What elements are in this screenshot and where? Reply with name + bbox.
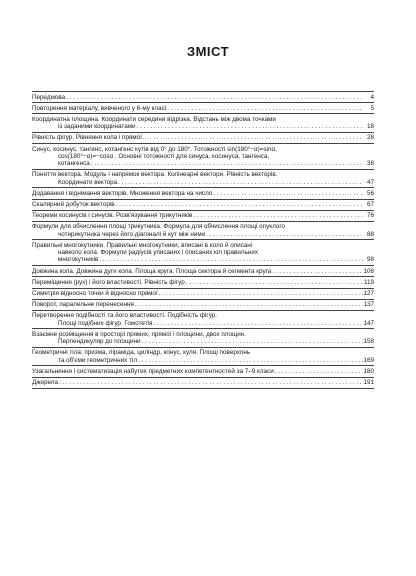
toc-page-number: 119 [363,278,374,286]
toc-entry-line [32,368,364,375]
toc-page-number: 67 [366,201,374,208]
toc-entry [32,240,374,266]
toc-leader-dots [91,160,363,167]
toc-entry-line [32,171,364,178]
toc-entry-line [32,105,364,112]
toc-entry-text: котангенса [58,160,90,168]
toc-page-number: 38 [366,160,374,168]
toc-entry-text: Рівність фігур. Рівняння кола і прямої [32,134,142,142]
toc-entry-text: Правильні многокутники. Правильні многокутники, вписані в коло й описані [32,241,253,249]
toc-entry [32,133,374,144]
toc-leader-dots [118,179,363,186]
toc-entry-text: навколо кола. Формули радіусів уписаних і описаних кіл правильних [58,249,259,257]
toc-entry-line [32,312,364,319]
toc-entry-text: Додавання і віднімання векторів. Множення вектора на число [32,189,213,197]
toc-entry-text: Переміщення (рух) і його властивості. Рівність фігур [32,278,185,286]
toc-entry-text: чотирикутника через його діагоналі й кут між ними [58,230,206,238]
toc-entry [32,200,374,211]
toc-page-number: 18 [366,123,374,131]
toc-leader-dots [153,320,363,327]
toc-page-number: 88 [366,230,374,238]
toc-entry-text: cos(180°−α)=−cosα . Основні тотожності для синуса, косинуса, тангенса, [58,152,270,160]
toc-page-number: 5 [370,104,374,112]
toc-entry-text: Довжина кола. Довжина дуги кола. Площа круга. Площа сектора й сегмента круга [32,267,272,275]
toc-entry-line [32,231,364,238]
toc-entry-text: Поворот, паралельне перенесення [32,301,134,309]
toc-entry-text: многокутників [58,256,99,264]
toc-leader-dots [135,301,363,308]
toc-entry-text: Скалярний добуток векторів [32,201,115,208]
toc-entry [32,277,374,288]
toc-entry-text: Синус, косинус, тангенс, котангенс кутів від 0° до 180°. Тотожності sin(180°−α)=sinα, [32,145,277,153]
toc-leader-dots [143,134,363,141]
toc-page-number: 47 [366,178,374,186]
toc-entry-line [32,201,364,208]
toc-entry [32,289,374,300]
toc-leader-dots [138,357,363,364]
toc-entry [32,170,374,188]
toc-entry [32,300,374,311]
toc-entry [32,144,374,170]
toc-entry-line [32,320,364,327]
toc-leader-dots [116,201,363,208]
toc-leader-dots [99,256,363,263]
toc-leader-dots [206,231,363,238]
toc-entry-line [32,357,364,364]
toc-entry-text: Взаємне розміщення в просторі прямих, прямої і площини, двох площин. [32,330,246,338]
toc-entry-text: Геометричні тіла: призма, піраміда, циліндр, конус, куля. Площі поверхонь [32,349,251,357]
toc-entry [32,311,374,329]
toc-leader-dots [167,105,363,112]
toc-page-number: 191 [363,379,374,387]
toc-entry-line [32,331,364,338]
toc-entry-line [32,279,364,286]
toc-entry [32,188,374,199]
toc-entry-text: та об'єми геометричних тіл [58,356,138,364]
toc-entry-line [32,301,364,308]
toc-entry-line [32,153,364,160]
toc-entry-text: Координати вектора [58,178,118,186]
toc-entry-text: Формули для обчислення площі трикутника. Формула для обчислення площі опуклого [32,223,285,231]
toc-entry-line [32,94,364,101]
toc-entry [32,114,374,132]
toc-entry [32,211,374,222]
toc-entry-text: Узагальнення і систематизація набутих предметних компетентностей за 7–9 класи [32,367,274,375]
toc-entry [32,378,374,389]
toc-leader-dots [186,279,363,286]
toc-leader-dots [142,338,363,345]
toc-page-number: 127 [363,290,374,298]
toc-leader-dots [159,290,363,297]
toc-leader-dots [66,94,363,101]
toc-leader-dots [272,268,363,275]
toc-entry-line [32,256,364,263]
toc-entry-line [32,190,364,197]
toc-entry-text: Теореми косинусів і синусів. Розв'язування трикутників [32,212,193,220]
toc-page-number: 180 [363,367,374,375]
toc-entry-line [32,338,364,345]
toc-entry-text: Площі подібних фігур. Гомотетія [58,319,153,327]
toc-page-number: 76 [366,212,374,220]
toc-entry-line [32,290,364,297]
toc-page-number: 158 [363,338,374,346]
toc-entry [32,366,374,377]
toc-entry [32,91,374,103]
toc-page-number: 98 [366,256,374,264]
toc-entry-line [32,179,364,186]
toc-entry-line [32,212,364,219]
toc-entry-line [32,349,364,356]
toc-entry [32,329,374,347]
toc-entry-text: Повторення матеріалу, вивченого у 8-му класі [32,104,167,112]
toc-leader-dots [213,190,363,197]
toc-leader-dots [193,212,363,219]
toc-page-number: 147 [363,319,374,327]
toc-entry [32,103,374,114]
toc-entry [32,266,374,277]
toc-page-number: 4 [370,93,374,101]
toc-entry [32,348,374,366]
toc-entry-line [32,123,364,130]
toc-page-number: 169 [363,356,374,364]
toc-entry-text: із заданими координатами [58,123,136,131]
toc-page-number: 108 [363,267,374,275]
toc-entry-line [32,268,364,275]
toc-entry-text: Перпендикуляр до площини [58,338,141,346]
toc-entry-line [32,134,364,141]
toc-entry-text: Перетворення подібності та його властивості. Подібність фігур. [32,312,218,320]
toc-leader-dots [137,123,363,130]
toc-page-number: 56 [366,189,374,197]
toc-entry-line [32,223,364,230]
toc-leader-dots [275,368,363,375]
page-title: ЗМІСТ [186,44,230,59]
toc-entry-text: Координатна площина. Координати середини відрізка. Відстань між двома точками [32,115,276,123]
toc-entry [32,222,374,240]
toc-page-number: 28 [366,134,374,142]
table-of-contents [32,91,374,389]
toc-page-number: 137 [363,301,374,309]
toc-entry-text: Передмова [32,93,66,101]
toc-entry-text: Поняття вектора. Модуль і напрямок вектора. Колінеарні вектори. Рівність векторів. [32,171,278,179]
toc-entry-text: Джерела [32,379,58,387]
toc-entry-line [32,379,364,386]
toc-entry-line [32,146,364,153]
toc-entry-line [32,160,364,167]
toc-entry-text: Симетрія відносно точки й відносно прямої [32,290,158,298]
toc-leader-dots [59,379,363,386]
